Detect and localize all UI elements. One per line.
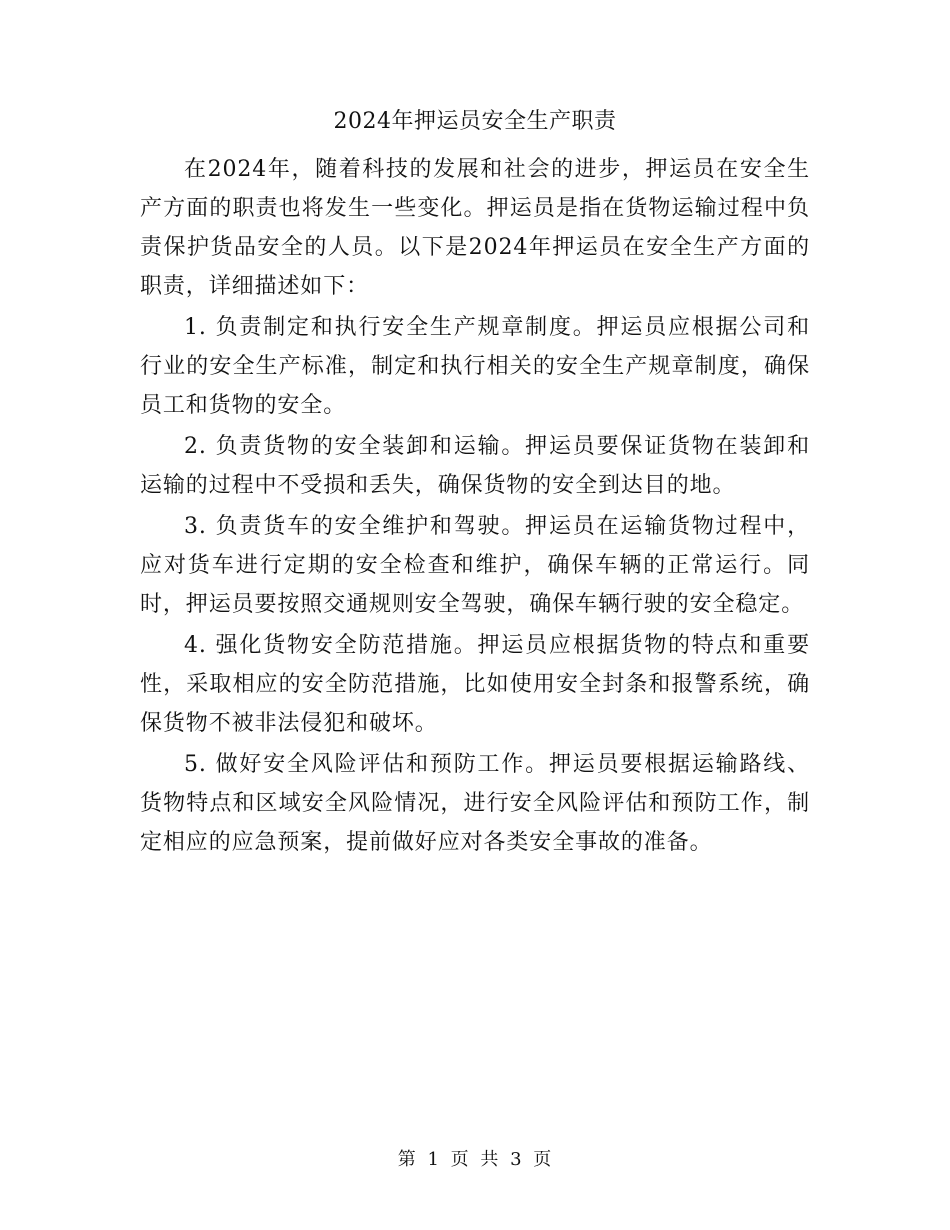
duty-item-1: 1. 负责制定和执行安全生产规章制度。押运员应根据公司和行业的安全生产标准，制定和执行相关的安全生产规章制度，确保员工和货物的安全。 (140, 315, 810, 418)
duty-item-3: 3. 负责货车的安全维护和驾驶。押运员在运输货物过程中，应对货车进行定期的安全检查和维护，确保车辆的正常运行。同时，押运员要按照交通规则安全驾驶，确保车辆行驶的安全稳定。 (140, 514, 810, 617)
page-number-footer: 第 1 页 共 3 页 (397, 1149, 553, 1170)
intro-paragraph: 在2024年，随着科技的发展和社会的进步，押运员在安全生产方面的职责也将发生一些变化。押运员是指在货物运输过程中负责保护货品安全的人员。以下是2024年押运员在安全生产方面的职责，详细描述如下： (140, 157, 810, 299)
document-title: 2024年押运员安全生产职责 (333, 109, 617, 134)
document-body (140, 150, 810, 864)
duty-item-2: 2. 负责货物的安全装卸和运输。押运员要保证货物在装卸和运输的过程中不受损和丢失，确保货物的安全到达目的地。 (140, 434, 810, 498)
duty-item-5: 5. 做好安全风险评估和预防工作。押运员要根据运输路线、货物特点和区域安全风险情况，进行安全风险评估和预防工作，制定相应的应急预案，提前做好应对各类安全事故的准备。 (140, 752, 810, 855)
duty-item-4: 4. 强化货物安全防范措施。押运员应根据货物的特点和重要性，采取相应的安全防范措施，比如使用安全封条和报警系统，确保货物不被非法侵犯和破坏。 (140, 633, 810, 736)
